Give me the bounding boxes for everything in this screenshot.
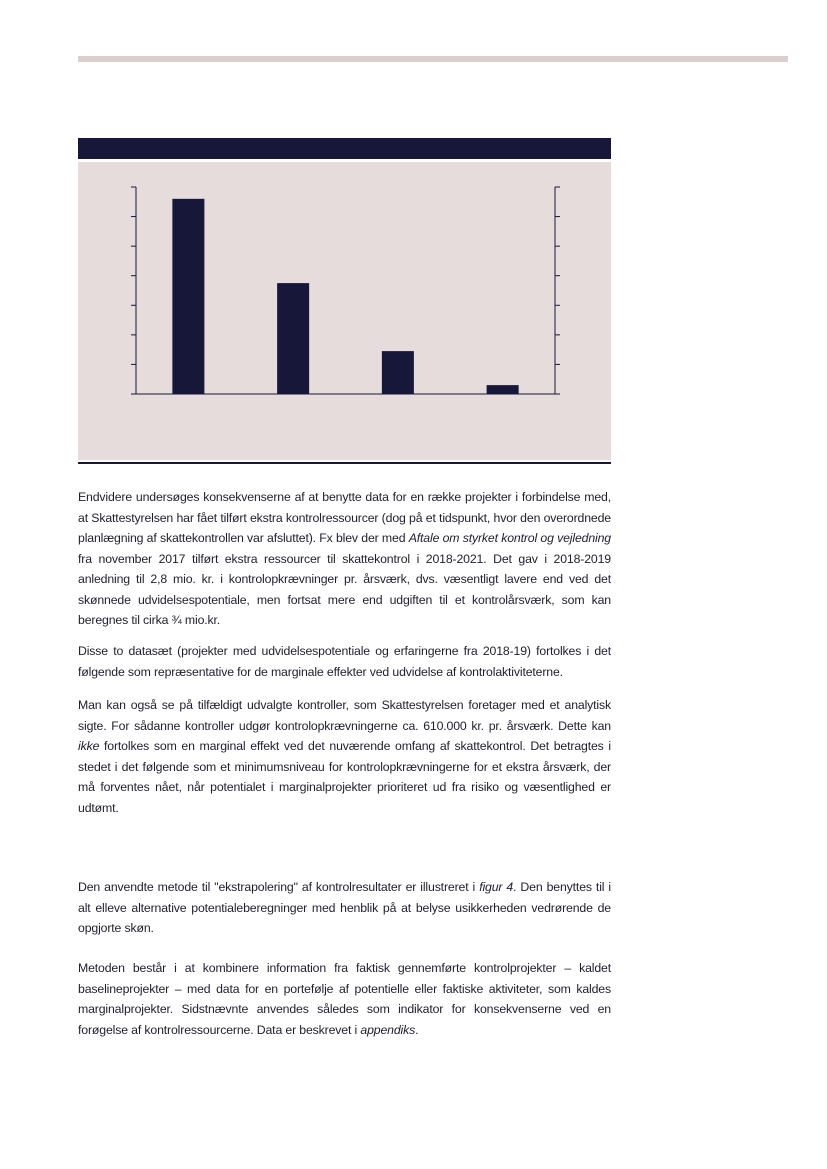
bar xyxy=(172,199,204,394)
bar-chart xyxy=(78,162,611,460)
bar xyxy=(382,351,414,394)
paragraph-5-text-b: . xyxy=(415,1022,419,1037)
paragraph-3-emphasis: ikke xyxy=(78,739,100,753)
paragraph-3-text-a: Man kan også se på tilfældigt udvalgte kontroller, som Skattestyrelsen foretager med et analytisk sigte. For sådanne kontroller udgør kontrolopkrævningerne ca. 610.000 kr. pr. årsværk. Dette kan xyxy=(78,698,611,733)
paragraph-2 xyxy=(78,641,611,682)
top-rule xyxy=(78,56,788,62)
paragraph-4 xyxy=(78,877,611,939)
paragraph-1-text-a: Endvidere undersøges konsekvenserne af at benytte data for en række projekter i forbindelse med, at Skattestyrelsen har fået tilført ekstra kontrolressourcer (dog på et tidspunkt, hvor den overordnede planlægning af skattekontrollen var afsluttet). Fx blev der med xyxy=(78,490,611,545)
paragraph-5 xyxy=(78,958,611,1040)
figure-panel xyxy=(78,162,611,460)
paragraph-4-text-a: Den anvendte metode til "ekstrapolering" af kontrolresultater er illustreret i xyxy=(78,880,480,894)
paragraph-1 xyxy=(78,487,611,631)
paragraph-3-text-b: fortolkes som en marginal effekt ved det nuværende omfang af skattekontrol. Det betragtes i stedet i det følgende som et minimumsniveau for kontrolopkrævningerne for et ekstra årsværk, der må forventes nået, når potentialet i marginalprojekter prioriteret ud fra risiko og væsentlighed er udtømt. xyxy=(78,739,611,815)
paragraph-2-text: Disse to datasæt (projekter med udvidelsespotentiale og erfaringerne fra 2018-19) fortolkes i det følgende som repræsentative for de marginale effekter ved udvidelse af kontrolaktiviteterne. xyxy=(78,644,611,679)
paragraph-3 xyxy=(78,695,611,818)
paragraph-5-emphasis: appendiks xyxy=(360,1022,416,1037)
figure-header-bar xyxy=(78,138,611,159)
paragraph-5-text-a: Metoden består i at kombinere information fra faktisk gennemførte kontrolprojekter – kaldet baselineprojekter – med data for en portefølje af potentielle eller faktiske aktiviteter, som kaldes marginalprojekter. Sidstnævnte anvendes således som indikator for konsekvenserne ved en forøgelse af kontrolressourcerne. Data er beskrevet i xyxy=(78,961,611,1037)
paragraph-1-text-b: fra november 2017 tilført ekstra ressourcer til skattekontrol i 2018-2021. Det gav i 2018-2019 anledning til 2,8 mio. kr. i kontrolopkrævninger pr. årsværk, dvs. væsentligt lavere end ved det skønnede udvidelsespotentiale, men fortsat mere end udgiften til et kontrolårsværk, som kan beregnes til cirka ¾ mio.kr. xyxy=(78,551,611,627)
bar xyxy=(277,283,309,394)
bar xyxy=(487,385,519,394)
figure-bottom-rule xyxy=(78,462,611,464)
paragraph-4-text-b: . Den benyttes til i alt elleve alternative potentialeberegninger med henblik på at belyse usikkerheden vedrørende de opgjorte skøn. xyxy=(78,880,611,935)
paragraph-1-emphasis: Aftale om styrket kontrol og vejledning xyxy=(408,531,611,545)
paragraph-4-emphasis: figur 4 xyxy=(479,880,514,894)
